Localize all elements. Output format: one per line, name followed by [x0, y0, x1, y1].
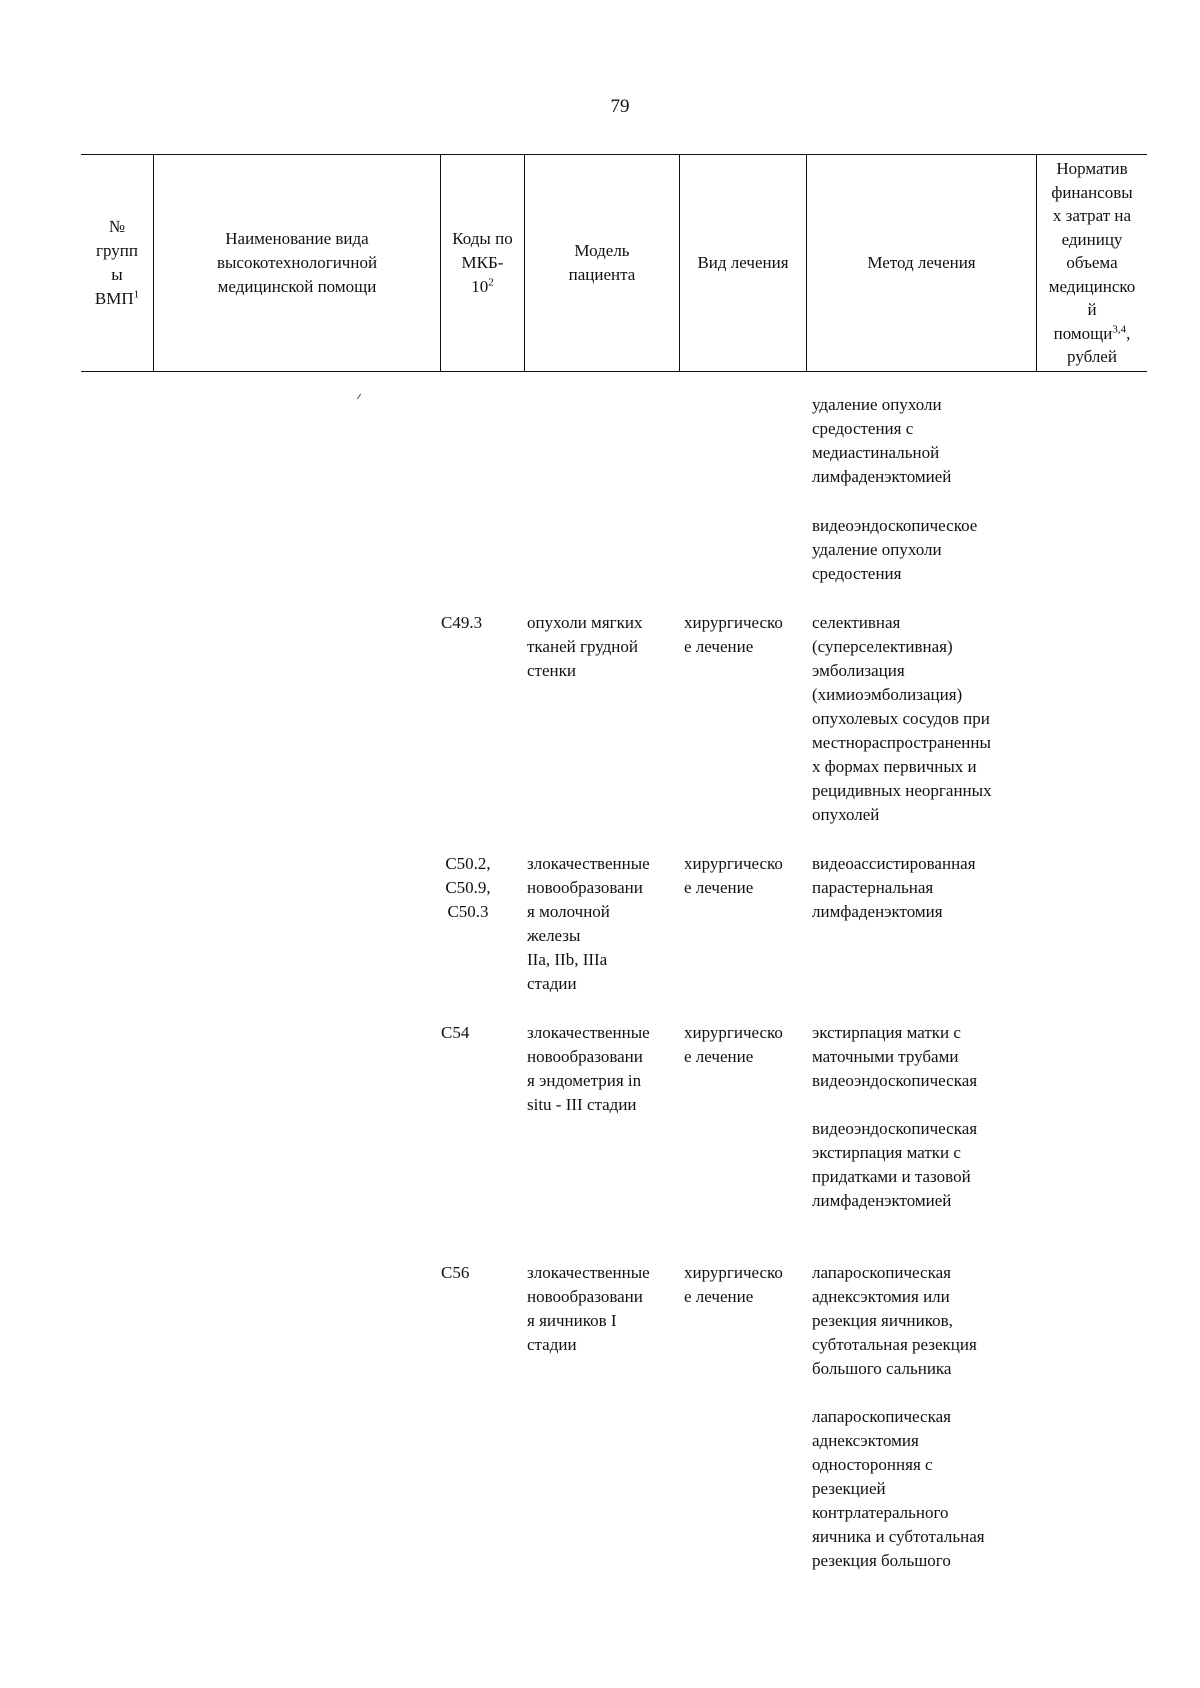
method-cell: лапароскопическая аднексэктомия или резекция яичников, субтотальная резекция большого сальника — [812, 1263, 977, 1378]
header-norm: Норматив финансовы х затрат на единицу объема медицинско й помощи$^{3,4}$, рублей — [1036, 155, 1147, 371]
treatment-cell: хирургическо е лечение — [684, 1023, 783, 1066]
header-group-no: № групп ы ВМП$^1$ — [94, 217, 140, 308]
method-cell: видеоассистированная парастернальная лимфаденэктомия — [812, 854, 976, 921]
method-cell: селективная (суперселективная) эмболизация (химиоэмболизация) опухолевых сосудов при местнораспространенны х формах первичных и рецидивных неорганных опухолей — [812, 613, 992, 824]
method-cell: лапароскопическая аднексэктомия односторонняя с резекцией контрлатерального яичника и субтотальная резекция большого — [812, 1407, 985, 1570]
treatment-cell: хирургическо е лечение — [684, 1263, 783, 1306]
table-header — [81, 154, 1147, 372]
code-cell: C50.2, C50.9, C50.3 — [445, 854, 491, 921]
code-cell: C56 — [441, 1263, 470, 1282]
header-treatment-type: Вид лечения — [679, 155, 806, 371]
code-cell: C49.3 — [441, 613, 483, 632]
page-number: 79 — [610, 96, 630, 117]
model-cell: злокачественные новообразовани я молочной железы IIa, IIb, IIIa стадии — [527, 854, 650, 993]
method-cell: удаление опухоли средостения с медиастинальной лимфаденэктомией — [812, 395, 952, 486]
header-codes: Коды по МКБ- $10^2$ — [440, 155, 524, 371]
model-cell: опухоли мягких тканей грудной стенки — [527, 613, 643, 680]
header-name: Наименование вида высокотехнологичной медицинской помощи — [153, 155, 440, 371]
header-model: Модель пациента — [524, 155, 679, 371]
code-cell: C54 — [441, 1023, 470, 1042]
treatment-cell: хирургическо е лечение — [684, 854, 783, 897]
method-cell: видеоэндоскопическая экстирпация матки с придатками и тазовой лимфаденэктомией — [812, 1119, 978, 1210]
model-cell: злокачественные новообразовани я яичников I стадии — [527, 1263, 650, 1354]
model-cell: злокачественные новообразовани я эндометрия in situ - III стадии — [527, 1023, 650, 1114]
header-method: Метод лечения — [806, 155, 1036, 371]
method-cell: экстирпация матки с маточными трубами видеоэндоскопическая — [812, 1023, 978, 1090]
treatment-cell: хирургическо е лечение — [684, 613, 783, 656]
scan-mark — [357, 394, 361, 399]
method-cell: видеоэндоскопическое удаление опухоли средостения — [812, 516, 978, 583]
